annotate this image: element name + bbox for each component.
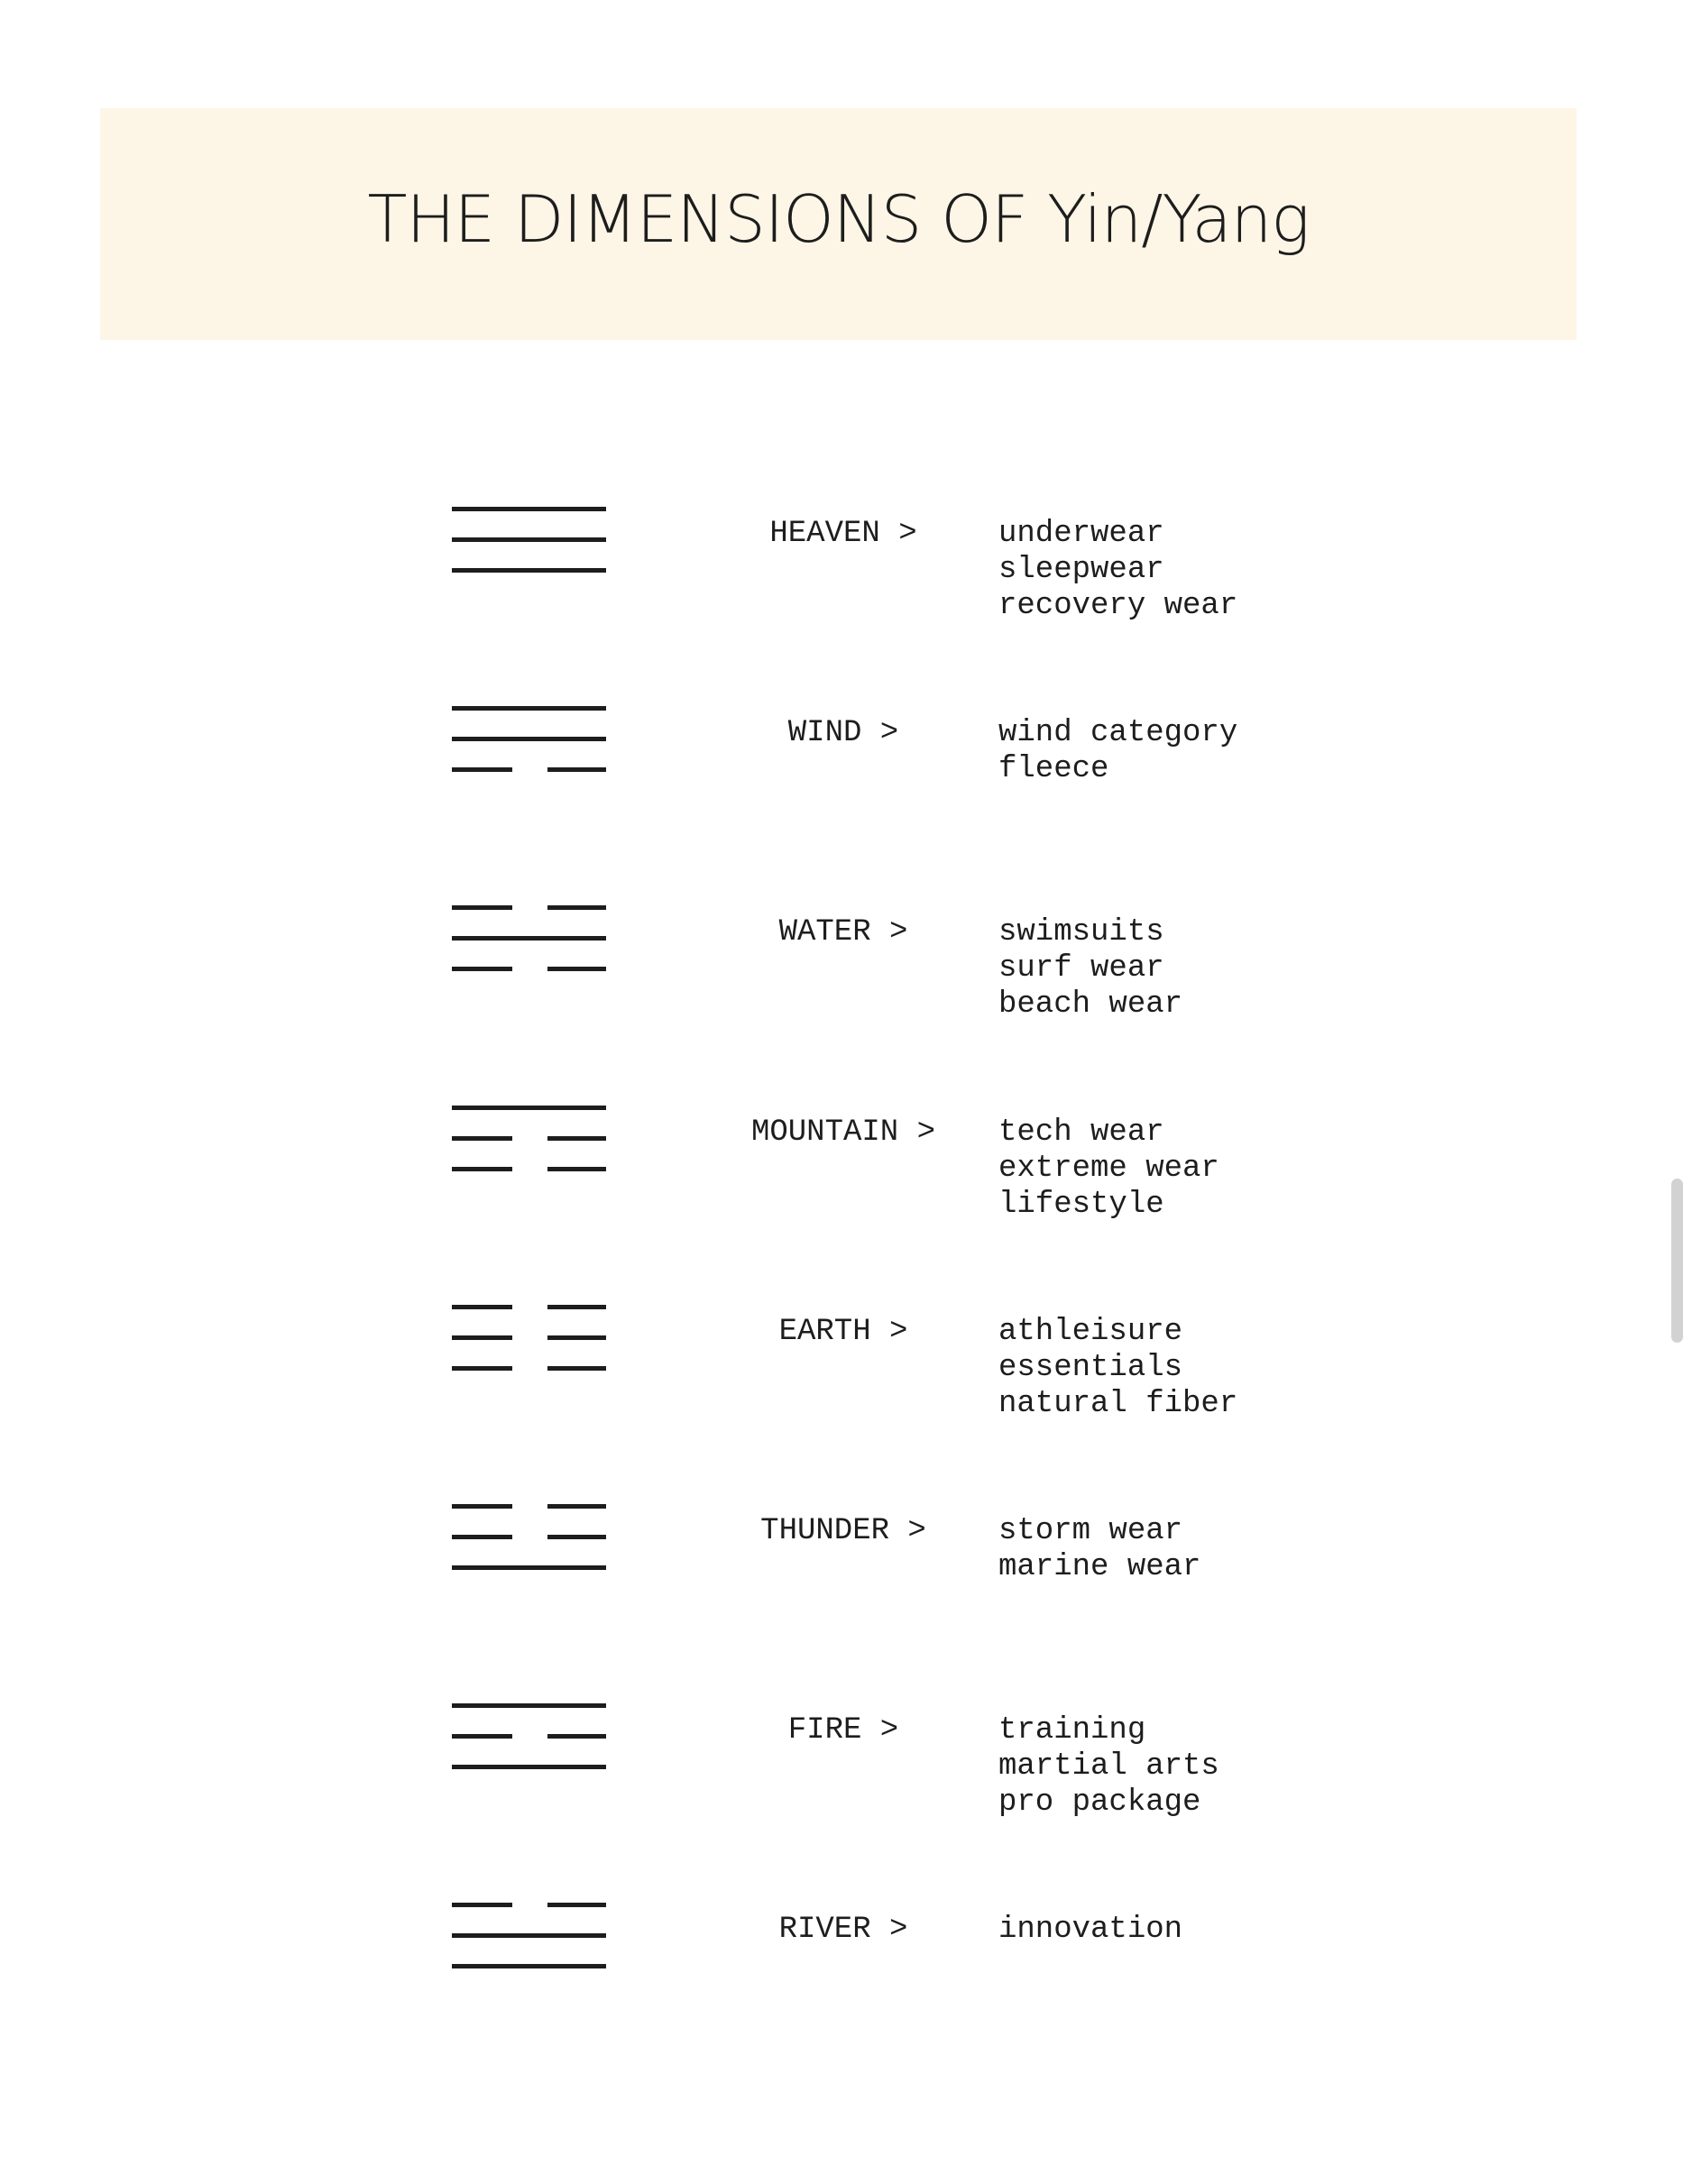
dimension-item: innovation xyxy=(998,1913,1183,1947)
dimension-item: martial arts xyxy=(998,1749,1219,1784)
title-banner xyxy=(100,108,1577,340)
dimension-link[interactable]: EARTH > xyxy=(778,1315,908,1349)
dimension-row xyxy=(0,1504,1683,1684)
trigram-broken-line-segment xyxy=(452,1535,512,1539)
dimension-items xyxy=(998,1314,1237,1422)
dimension-row xyxy=(0,1106,1683,1286)
dimension-item: natural fiber xyxy=(998,1387,1238,1421)
trigram-solid-line xyxy=(452,568,606,573)
trigram-broken-line-segment xyxy=(547,1167,606,1171)
dimension-item: essentials xyxy=(998,1351,1183,1385)
dimension-link[interactable]: MOUNTAIN > xyxy=(750,1115,936,1150)
trigram-icon xyxy=(452,1703,606,1772)
dimension-item: pro package xyxy=(998,1785,1201,1820)
trigram-icon xyxy=(452,706,606,775)
trigram-broken-line-segment xyxy=(452,1903,512,1907)
trigram-broken-line-segment xyxy=(452,1504,512,1509)
trigram-solid-line xyxy=(452,1933,606,1938)
dimension-item: extreme wear xyxy=(998,1152,1219,1186)
trigram-icon xyxy=(452,1305,606,1373)
dimension-items xyxy=(998,715,1237,787)
dimension-item: beach wear xyxy=(998,987,1183,1022)
trigram-broken-line-segment xyxy=(547,1535,606,1539)
dimension-link[interactable]: HEAVEN > xyxy=(769,517,917,551)
trigram-icon xyxy=(452,1106,606,1174)
trigram-broken-line-segment xyxy=(452,1167,512,1171)
trigram-icon xyxy=(452,1504,606,1573)
dimension-item: underwear xyxy=(998,517,1164,551)
trigram-broken-line-segment xyxy=(547,767,606,772)
dimension-item: fleece xyxy=(998,752,1109,786)
trigram-broken-line-segment xyxy=(547,1305,606,1309)
dimension-link[interactable]: RIVER > xyxy=(778,1913,908,1947)
trigram-icon xyxy=(452,507,606,575)
trigram-solid-line xyxy=(452,737,606,741)
dimension-link[interactable]: WIND > xyxy=(787,716,899,750)
trigram-solid-line xyxy=(452,507,606,511)
trigram-broken-line-segment xyxy=(452,1734,512,1739)
trigram-broken-line-segment xyxy=(547,1136,606,1141)
dimension-item: storm wear xyxy=(998,1514,1183,1548)
dimension-row xyxy=(0,905,1683,1086)
trigram-broken-line-segment xyxy=(547,1504,606,1509)
trigram-icon xyxy=(452,1903,606,1971)
trigram-solid-line xyxy=(452,1106,606,1110)
dimension-link[interactable]: FIRE > xyxy=(787,1713,899,1748)
dimension-items xyxy=(998,1912,1182,1948)
trigram-broken-line-segment xyxy=(452,1335,512,1340)
trigram-broken-line-segment xyxy=(547,1903,606,1907)
dimension-item: training xyxy=(998,1713,1146,1748)
dimension-item: swimsuits xyxy=(998,915,1164,950)
trigram-icon xyxy=(452,905,606,974)
trigram-broken-line-segment xyxy=(547,1734,606,1739)
trigram-solid-line xyxy=(452,1565,606,1570)
trigram-broken-line-segment xyxy=(547,905,606,910)
dimension-row xyxy=(0,1703,1683,1884)
trigram-solid-line xyxy=(452,537,606,542)
trigram-broken-line-segment xyxy=(452,967,512,971)
dimension-item: sleepwear xyxy=(998,553,1164,587)
trigram-solid-line xyxy=(452,706,606,711)
dimension-items xyxy=(998,516,1237,624)
dimension-item: athleisure xyxy=(998,1315,1183,1349)
dimension-items xyxy=(998,914,1182,1023)
dimension-item: marine wear xyxy=(998,1550,1201,1584)
trigram-solid-line xyxy=(452,1703,606,1708)
trigram-solid-line xyxy=(452,1765,606,1769)
dimension-link[interactable]: WATER > xyxy=(778,915,908,950)
dimension-items xyxy=(998,1712,1219,1821)
dimension-link[interactable]: THUNDER > xyxy=(760,1514,926,1548)
dimension-item: tech wear xyxy=(998,1115,1164,1150)
trigram-broken-line-segment xyxy=(547,967,606,971)
dimension-items xyxy=(998,1115,1219,1223)
dimension-row xyxy=(0,1903,1683,2083)
trigram-solid-line xyxy=(452,936,606,941)
page-title: THE DIMENSIONS OF Yin/Yang xyxy=(367,180,1310,257)
dimension-items xyxy=(998,1513,1200,1585)
dimension-item: wind category xyxy=(998,716,1238,750)
dimension-item: surf wear xyxy=(998,951,1164,986)
trigram-broken-line-segment xyxy=(452,1136,512,1141)
trigram-broken-line-segment xyxy=(547,1366,606,1371)
dimension-item: recovery wear xyxy=(998,589,1238,623)
dimension-row xyxy=(0,706,1683,886)
trigram-broken-line-segment xyxy=(547,1335,606,1340)
trigram-solid-line xyxy=(452,1964,606,1968)
dimension-row xyxy=(0,1305,1683,1485)
trigram-broken-line-segment xyxy=(452,905,512,910)
dimension-row xyxy=(0,507,1683,687)
trigram-broken-line-segment xyxy=(452,767,512,772)
dimension-item: lifestyle xyxy=(998,1188,1164,1222)
trigram-broken-line-segment xyxy=(452,1305,512,1309)
trigram-broken-line-segment xyxy=(452,1366,512,1371)
scrollbar-thumb[interactable] xyxy=(1671,1179,1683,1343)
